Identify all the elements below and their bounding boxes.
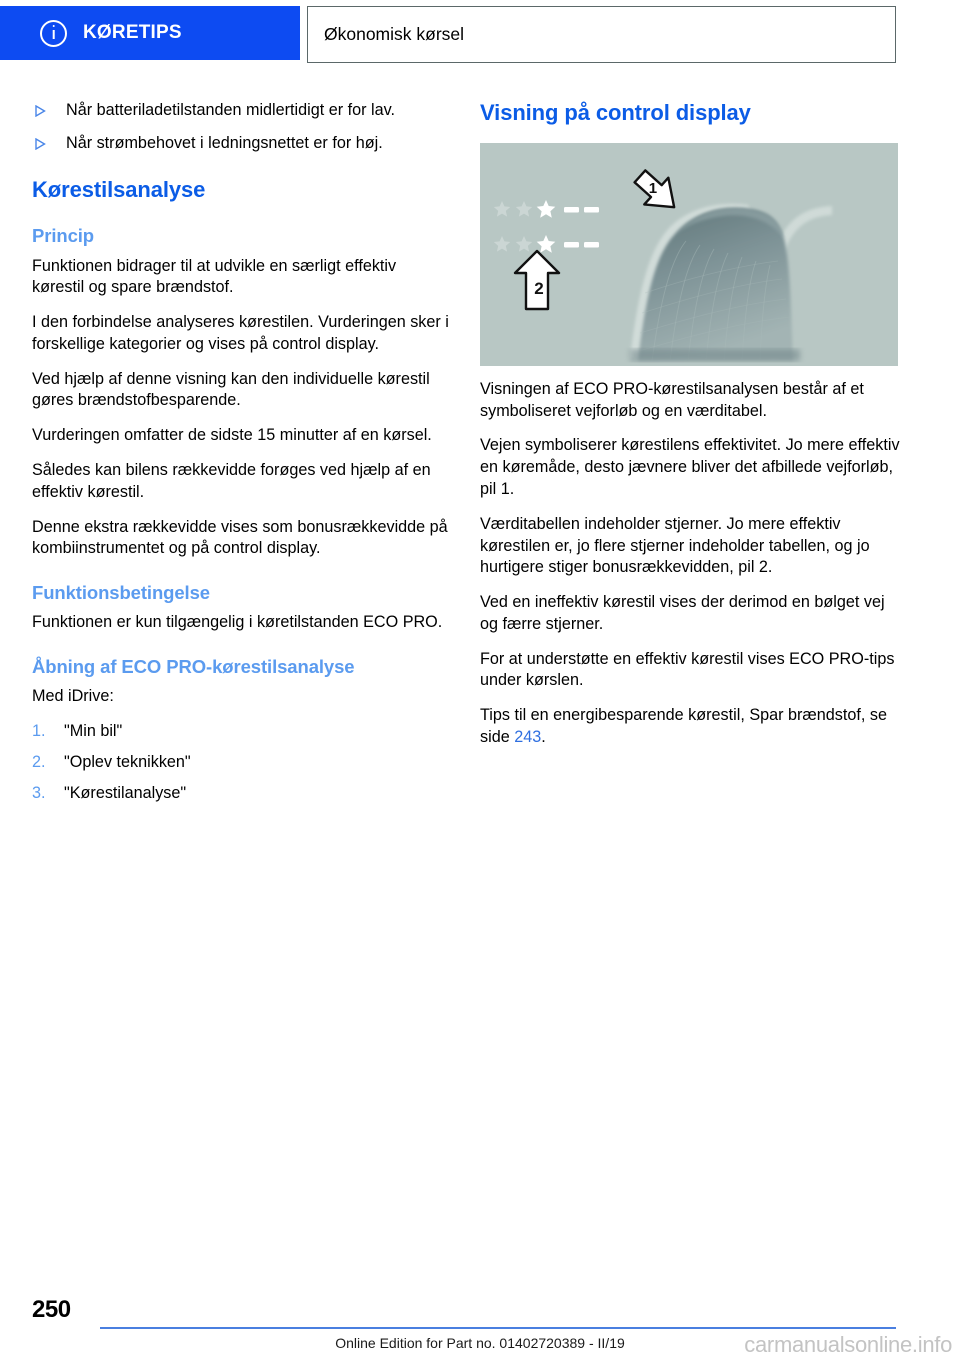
callout-label-2: 2 bbox=[534, 278, 544, 298]
cross-reference-prefix: Tips til en energibesparende kørestil, Spar brændstof, se side bbox=[480, 706, 887, 746]
section-heading-koerestilsanalyse: Kørestilsanalyse bbox=[32, 176, 206, 202]
condition-bullet-list bbox=[32, 100, 452, 155]
cross-reference-suffix: . bbox=[541, 727, 546, 746]
edition-note: Online Edition for Part no. 01402720389 - II/19 bbox=[335, 1335, 625, 1351]
footer-divider bbox=[100, 1327, 896, 1329]
header-topic-tag bbox=[0, 6, 300, 60]
header-title-box bbox=[307, 6, 896, 63]
figure-graphic bbox=[480, 143, 898, 366]
eco-pro-driving-style-illustration bbox=[480, 143, 898, 366]
cross-reference-paragraph bbox=[480, 705, 900, 749]
list-item-label: Når batteriladetilstanden midlertidigt er for lav. bbox=[66, 101, 395, 119]
list-item-label: "Min bil" bbox=[64, 722, 123, 741]
paragraph: Funktionen bidrager til at udvikle en særligt effektiv kørestil og spare brændstof. bbox=[32, 256, 397, 297]
paragraph: Således kan bilens rækkevidde forøges ved hjælp af en effektiv kørestil. bbox=[32, 461, 431, 501]
section-heading-visning-paa-control-display: Visning på control display bbox=[480, 100, 751, 125]
paragraph: Vurderingen omfatter de sidste 15 minutter af en kørsel. bbox=[32, 426, 432, 445]
paragraph: Værditabellen indeholder stjerner. Jo mere effektiv kørestilen er, jo flere stjerner indeholder tabellen, og jo hurtigere stiger bonusrækkevidden, pil 2. bbox=[480, 514, 870, 577]
page-reference-link[interactable]: 243 bbox=[514, 727, 542, 746]
page-footer bbox=[0, 1296, 960, 1362]
header-title: Økonomisk kørsel bbox=[324, 24, 465, 44]
paragraph: Denne ekstra rækkevidde vises som bonusrækkevidde på kombiinstrumentet og på control display. bbox=[32, 517, 448, 558]
list-item-label: Når strømbehovet i ledningsnettet er for høj. bbox=[66, 133, 383, 152]
idrive-step-list bbox=[32, 721, 452, 804]
subheading-aabning-af-eco-pro-koerestilsanalyse: Åbning af ECO PRO-kørestilsanalyse bbox=[32, 656, 355, 678]
paragraph: Med iDrive: bbox=[32, 687, 114, 706]
paragraph: For at understøtte en effektiv kørestil vises ECO PRO-tips under kørslen. bbox=[480, 649, 895, 690]
list-item bbox=[32, 783, 452, 805]
paragraph: Ved hjælp af denne visning kan den individuelle kørestil gøres brændstofbesparende. bbox=[32, 369, 430, 410]
paragraph: Funktionen er kun tilgængelig i køretilstanden ECO PRO. bbox=[32, 613, 443, 632]
right-column bbox=[480, 100, 900, 749]
list-item-label: "Kørestilanalyse" bbox=[64, 783, 187, 802]
paragraph: I den forbindelse analyseres kørestilen. Vurderingen sker i forskellige kategorier og vises på control display. bbox=[32, 313, 449, 353]
paragraph: Vejen symboliserer kørestilens effektivitet. Jo mere effektiv en køremåde, desto jævnere bliver det afbillede vejforløb, pil 1. bbox=[480, 436, 900, 498]
list-item bbox=[32, 752, 452, 774]
list-item bbox=[32, 100, 452, 122]
paragraph: Ved en ineffektiv kørestil vises der derimod en bølget vej og færre stjerner. bbox=[480, 593, 885, 633]
callout-label-1: 1 bbox=[648, 179, 658, 197]
info-circle-icon bbox=[40, 20, 67, 47]
page-number: 250 bbox=[32, 1296, 71, 1323]
list-item-number: 3. bbox=[32, 783, 46, 802]
header-tag-label: KØRETIPS bbox=[83, 22, 182, 43]
paragraph: Visningen af ECO PRO-kørestilsanalysen består af et symboliseret vejforløb og en værditabel. bbox=[480, 379, 864, 420]
subheading-princip: Princip bbox=[32, 225, 95, 247]
list-item bbox=[32, 133, 452, 155]
left-column bbox=[32, 100, 452, 813]
list-item-label: "Oplev teknikken" bbox=[64, 752, 191, 771]
subheading-funktionsbetingelse: Funktionsbetingelse bbox=[32, 582, 210, 604]
page-header bbox=[0, 6, 960, 64]
list-item-number: 1. bbox=[32, 722, 46, 741]
list-item-number: 2. bbox=[32, 752, 46, 771]
watermark-text: carmanualsonline.info bbox=[744, 1332, 952, 1357]
list-item bbox=[32, 721, 452, 743]
